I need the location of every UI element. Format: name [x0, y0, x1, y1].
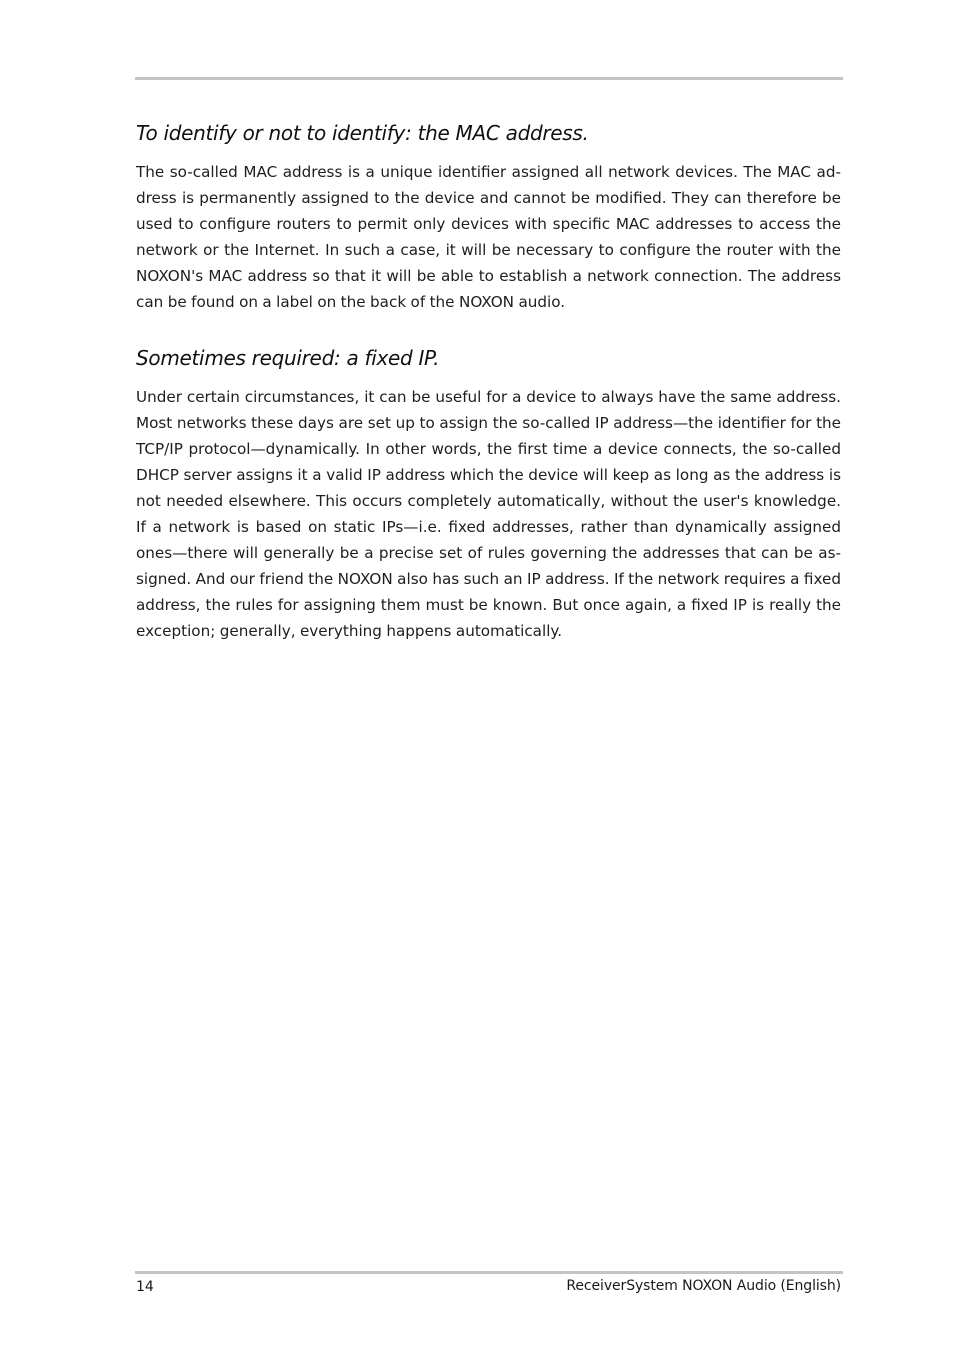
- page-number: 14: [136, 1279, 154, 1295]
- header-rule: [135, 77, 843, 80]
- document-title: ReceiverSystem NOXON Audio (English): [566, 1278, 841, 1294]
- section-paragraph: The so-called MAC address is a unique identifier assigned all network devices. The MAC address is permanently assigned to the device and cannot be modified. They can therefore be used to configure routers to permit only devices with specific MAC addresses to access the network or the Internet. In such a case, it will be necessary to configure the router with the NOXON's MAC address so that it will be able to establish a network connection. The address can be found on a label on the back of the NOXON audio.: [136, 163, 841, 311]
- section-heading: Sometimes required: a fixed IP.: [136, 346, 440, 370]
- section-heading: To identify or not to identify: the MAC address.: [136, 121, 589, 145]
- section-paragraph: Under certain circumstances, it can be useful for a device to always have the same address. Most networks these days are set up to assign the so-called IP address—the identifier for the TCP/IP protocol—dynamically. In other words, the first time a device connects, the so-called DHCP server assigns it a valid IP address which the device will keep as long as the address is not needed elsewhere. This occurs completely automatically, without the user's knowledge. If a network is based on static IPs—i.e. fixed addresses, rather than dynamically assigned ones—there will generally be a precise set of rules governing the addresses that can be assigned. And our friend the NOXON also has such an IP address. If the network requires a fixed address, the rules for assigning them must be known. But once again, a fixed IP is really the exception; generally, everything happens automatically.: [136, 388, 841, 640]
- section-mac-address: [136, 118, 841, 315]
- page-content: [136, 118, 841, 644]
- footer-rule: [135, 1271, 843, 1274]
- section-fixed-ip: [136, 343, 841, 644]
